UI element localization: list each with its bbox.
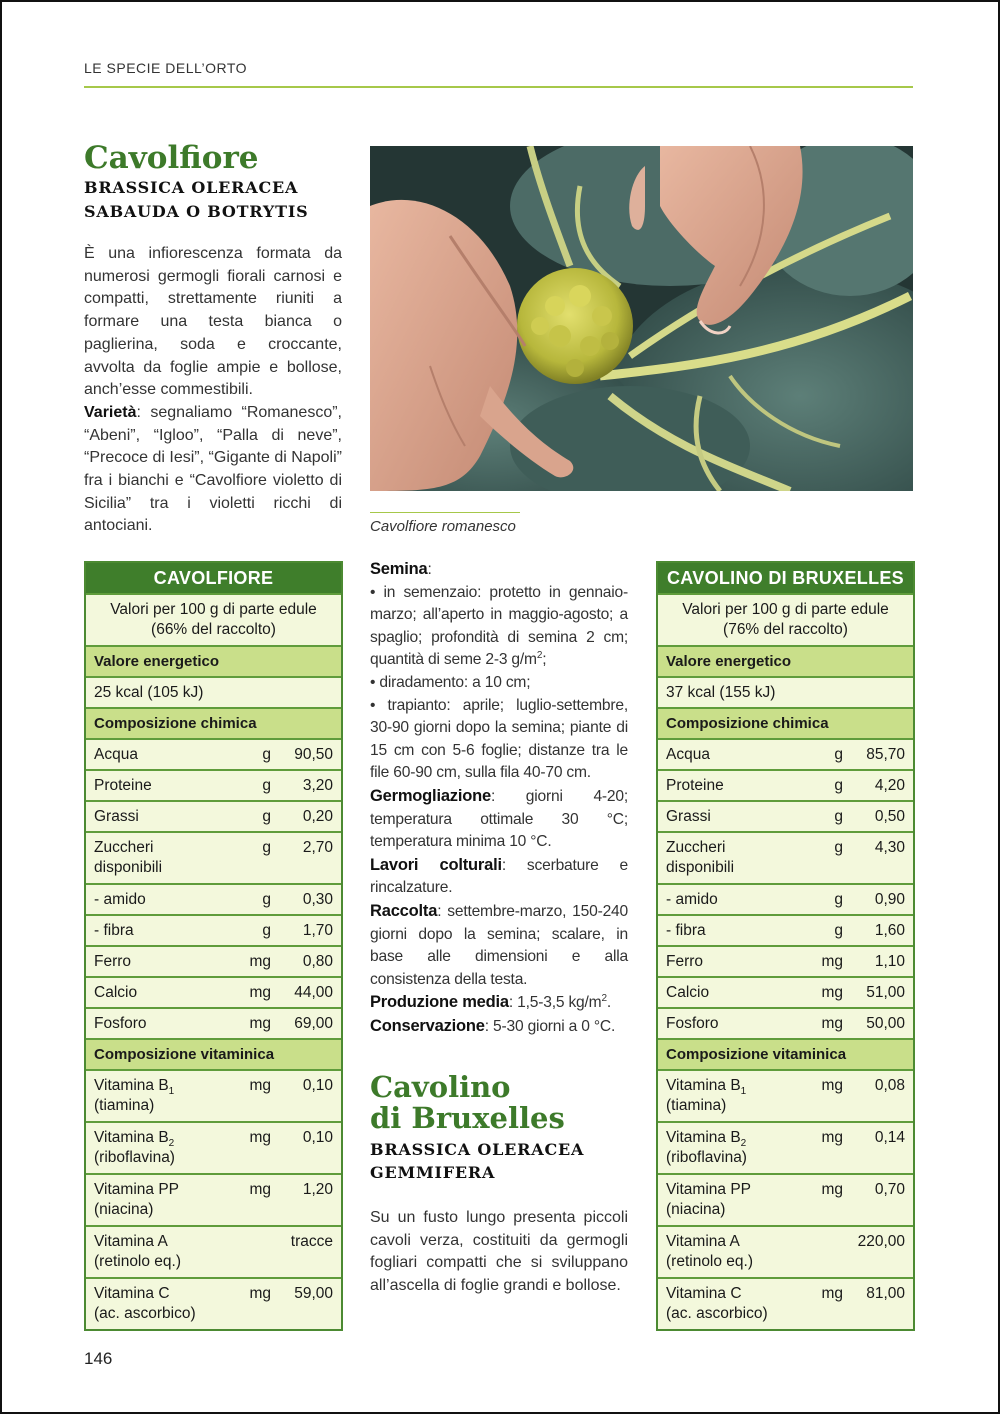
cavolfiore-intro: È una infiorescenza formata da numerosi germogli fiorali carnosi e compatti, strettamente riuniti a formare una testa bianca o paglierina, soda e croccante, avvolta da foglie ampie e bollose, anch’esse commestibili.: [84, 245, 342, 399]
lavori-label: Lavori colturali: [370, 855, 502, 874]
nutrient-unit: mg: [821, 953, 843, 970]
nutrient-name: [94, 1076, 235, 1116]
nutrient-name: [666, 1128, 807, 1168]
table-row: [658, 914, 913, 945]
nutrient-unit: mg: [249, 1129, 271, 1146]
cavolfiore-nutrition-table: [84, 561, 343, 1331]
nutrient-unit: mg: [249, 1285, 271, 1302]
nutrient-name: [666, 807, 807, 827]
nutrient-name-text: Vitamina A: [94, 1233, 168, 1250]
table-intro: [658, 593, 913, 645]
chem-rows: [658, 738, 913, 1038]
nutrient-name: [94, 1232, 235, 1272]
lavori-text: : scerbature e rincalzature.: [370, 856, 628, 897]
nutrient-name-text: Calcio: [666, 984, 710, 1001]
nutrient-name-line-2: disponibili: [94, 859, 163, 876]
germogliazione-paragraph: [370, 785, 628, 854]
nutrient-name: [94, 921, 235, 941]
table-title: CAVOLINO DI BRUXELLES: [658, 563, 913, 593]
nutrient-name-text: Grassi: [666, 808, 711, 825]
nutrient-unit: mg: [821, 984, 843, 1001]
table-intro: [86, 593, 341, 645]
nutrient-value: 4,30: [874, 839, 905, 856]
table-row: [658, 831, 913, 883]
nutrient-name: [666, 745, 807, 765]
nutrient-name-line-2: (riboflavina): [666, 1149, 747, 1166]
nutrient-value: 0,14: [874, 1129, 905, 1146]
nutrient-value: 1,10: [874, 953, 905, 970]
cavolino-nutrition-table: [656, 561, 915, 1331]
nutrient-value: 2,70: [302, 839, 333, 856]
nutrient-name: [94, 890, 235, 910]
semina-paragraph: [370, 558, 628, 582]
nutrient-name: [666, 838, 807, 878]
nutrient-name-text: Vitamina A: [666, 1233, 740, 1250]
nutrient-name-text: - fibra: [666, 922, 706, 939]
table-row: [658, 1277, 913, 1329]
table-row: [658, 1069, 913, 1121]
page-number: 146: [84, 1349, 113, 1368]
table-intro-line-2: (66% del raccolto): [151, 621, 276, 638]
nutrient-unit: g: [262, 839, 271, 856]
nutrient-name-line-2: disponibili: [666, 859, 735, 876]
nutrient-name-text: Vitamina B: [94, 1077, 169, 1094]
table-row: [86, 914, 341, 945]
nutrient-name-text: Fosforo: [666, 1015, 719, 1032]
nutrient-unit: mg: [249, 1181, 271, 1198]
nutrient-name-text: Vitamina PP: [94, 1181, 180, 1198]
nutrient-name-text: Fosforo: [94, 1015, 147, 1032]
raccolta-text: : settembre-marzo, 150-240 giorni dopo la semina; scalare, in base alle dimensioni e alla consistenza della testa.: [370, 902, 628, 988]
nutrient-name-text: Proteine: [666, 777, 724, 794]
cavolfiore-subtitle-line-2: SABAUDA O BOTRYTIS: [84, 202, 309, 221]
bullet-1-end: ;: [542, 651, 547, 669]
nutrient-value: 0,70: [874, 1181, 905, 1198]
nutrient-value: 50,00: [866, 1015, 905, 1032]
nutrient-unit: g: [262, 891, 271, 908]
varieta-label: Varietà: [84, 403, 137, 421]
nutrient-name-text: Vitamina C: [94, 1285, 170, 1302]
section-header-energy: Valore energetico: [658, 645, 913, 676]
section-header-energy: Valore energetico: [86, 645, 341, 676]
nutrient-name-text: - amido: [94, 891, 146, 908]
nutrient-name-line-2: (ac. ascorbico): [94, 1305, 196, 1322]
semina-bullet-1: [370, 582, 628, 672]
nutrient-name-line-2: (retinolo eq.): [94, 1253, 182, 1270]
nutrient-value: 44,00: [294, 984, 333, 1001]
table-intro-line-2: (76% del raccolto): [723, 621, 848, 638]
table-intro-line-1: Valori per 100 g di parte edule: [682, 601, 889, 618]
conservazione-text: : 5-30 giorni a 0 °C.: [484, 1017, 616, 1035]
chem-rows: [86, 738, 341, 1038]
nutrient-value: 1,60: [874, 922, 905, 939]
nutrient-subscript: 1: [168, 1086, 175, 1098]
cavolino-description: Su un fusto lungo presenta piccoli cavoli verza, costituiti da germogli fogliari compatti che si sviluppano all’ascella di foglie grandi e bollose.: [370, 1209, 628, 1294]
nutrient-subscript: 2: [740, 1138, 747, 1150]
section-header-chemistry: Composizione chimica: [658, 707, 913, 738]
table-row: [658, 800, 913, 831]
raccolta-paragraph: [370, 900, 628, 991]
vit-rows: [86, 1069, 341, 1329]
nutrient-name: [666, 921, 807, 941]
table-row: [658, 883, 913, 914]
nutrient-name-text: Vitamina C: [666, 1285, 742, 1302]
nutrient-unit: mg: [249, 1077, 271, 1094]
nutrient-value: 0,90: [874, 891, 905, 908]
section-header-vitamins: Composizione vitaminica: [86, 1038, 341, 1069]
nutrient-name-text: Ferro: [666, 953, 704, 970]
vit-rows: [658, 1069, 913, 1329]
nutrient-name-text: - amido: [666, 891, 718, 908]
nutrient-unit: g: [262, 746, 271, 763]
nutrient-name: [666, 1076, 807, 1116]
nutrient-name-line-2: (tiamina): [666, 1097, 727, 1114]
nutrient-name-text: Vitamina PP: [666, 1181, 752, 1198]
nutrient-value: 69,00: [294, 1015, 333, 1032]
nutrient-value: 0,30: [302, 891, 333, 908]
nutrient-value: 51,00: [866, 984, 905, 1001]
nutrient-unit: mg: [821, 1077, 843, 1094]
nutrient-value: 90,50: [294, 746, 333, 763]
varieta-text: : segnaliamo “Romanesco”, “Abeni”, “Igloo”, “Palla di neve”, “Precoce di Iesi”, “Gigante di Napoli” fra i bianchi e “Cavolfiore violetto di Sicilia” tra i violetti ricchi di antociani.: [84, 403, 342, 535]
nutrient-unit: g: [262, 808, 271, 825]
produzione-sup: 2: [601, 993, 607, 1005]
table-row: [658, 1173, 913, 1225]
nutrient-value: tracce: [290, 1233, 333, 1250]
nutrient-name-text: Acqua: [666, 746, 710, 763]
nutrient-unit: g: [834, 808, 843, 825]
caption-rule: [370, 512, 520, 513]
running-head: LE SPECIE DELL’ORTO: [84, 60, 248, 76]
nutrient-unit: g: [834, 922, 843, 939]
nutrient-name-text: Vitamina B: [666, 1129, 741, 1146]
cavolfiore-varieta: [84, 402, 342, 538]
nutrient-name-text: Zuccheri: [666, 839, 726, 856]
nutrient-value: 1,20: [302, 1181, 333, 1198]
nutrient-name: [94, 807, 235, 827]
nutrient-name-text: Calcio: [94, 984, 138, 1001]
cavolino-title-line-1: Cavolino: [370, 1070, 511, 1104]
cavolfiore-cultivation-text: [370, 558, 628, 1038]
nutrient-unit: mg: [821, 1015, 843, 1032]
nutrient-name-line-2: (niacina): [94, 1201, 154, 1218]
bullet-1-text: • in semenzaio: protetto in gennaio-marzo; all’aperto in maggio-agosto; a spaglio; profondità di semina 2 cm; quantità di seme 2-3 g/m: [370, 583, 628, 669]
nutrient-name-text: - fibra: [94, 922, 134, 939]
nutrient-name: [94, 1180, 235, 1220]
nutrient-unit: mg: [249, 984, 271, 1001]
nutrient-unit: mg: [249, 953, 271, 970]
table-title: CAVOLFIORE: [86, 563, 341, 593]
nutrient-subscript: 2: [168, 1138, 175, 1150]
nutrient-name-line-2: (tiamina): [94, 1097, 155, 1114]
nutrient-value: 0,10: [302, 1129, 333, 1146]
section-header-vitamins: Composizione vitaminica: [658, 1038, 913, 1069]
cavolfiore-description: [84, 243, 342, 538]
nutrient-name-text: Zuccheri: [94, 839, 154, 856]
cavolino-title-line-2: di Bruxelles: [370, 1101, 565, 1135]
nutrient-name: [94, 1284, 235, 1324]
nutrient-name-text: Acqua: [94, 746, 138, 763]
nutrient-name: [94, 1128, 235, 1168]
nutrient-name: [666, 890, 807, 910]
nutrient-unit: g: [834, 746, 843, 763]
romanesco-photo: [370, 146, 913, 491]
table-row: [86, 831, 341, 883]
table-intro-line-1: Valori per 100 g di parte edule: [110, 601, 317, 618]
produzione-end: .: [606, 994, 611, 1012]
cavolfiore-subtitle: [84, 176, 308, 224]
nutrient-name-text: Proteine: [94, 777, 152, 794]
nutrient-name: [666, 1232, 807, 1272]
header-rule: [84, 86, 913, 88]
nutrient-value: 0,50: [874, 808, 905, 825]
nutrient-name: [666, 1180, 807, 1220]
nutrient-unit: g: [834, 839, 843, 856]
nutrient-unit: g: [834, 777, 843, 794]
table-row: [86, 1173, 341, 1225]
nutrient-subscript: 1: [740, 1086, 747, 1098]
produzione-paragraph: [370, 991, 628, 1015]
nutrient-name-line-2: (niacina): [666, 1201, 726, 1218]
table-row: [86, 800, 341, 831]
nutrient-value: 0,10: [302, 1077, 333, 1094]
table-row: [658, 1007, 913, 1038]
nutrient-name-text: Grassi: [94, 808, 139, 825]
nutrient-value: 85,70: [866, 746, 905, 763]
nutrient-unit: mg: [821, 1285, 843, 1302]
nutrient-name: [666, 952, 807, 972]
raccolta-label: Raccolta: [370, 901, 438, 920]
nutrient-name-text: Vitamina B: [666, 1077, 741, 1094]
nutrient-name-line-2: (retinolo eq.): [666, 1253, 754, 1270]
table-row: [86, 1121, 341, 1173]
semina-bullet-2: • diradamento: a 10 cm;: [370, 673, 531, 691]
semina-text: :: [427, 561, 432, 578]
table-row: [658, 1121, 913, 1173]
table-row: [658, 769, 913, 800]
table-row: [86, 1277, 341, 1329]
nutrient-unit: g: [834, 891, 843, 908]
nutrient-value: 59,00: [294, 1285, 333, 1302]
nutrient-name: [94, 776, 235, 796]
semina-bullet-3: • trapianto: aprile; luglio-settembre, 30-90 giorni dopo la semina; piante di 15 cm con 5-6 foglie; distanze tra le file 60-90 cm, sulla fila 40-70 cm.: [370, 696, 628, 782]
bullet-1-sup: 2: [536, 650, 543, 662]
nutrient-name: [666, 1014, 807, 1034]
table-row: [658, 1225, 913, 1277]
table-row: [86, 1069, 341, 1121]
nutrient-name: [666, 776, 807, 796]
nutrient-value: 0,80: [302, 953, 333, 970]
nutrient-name: [666, 1284, 807, 1324]
nutrient-value: 220,00: [857, 1233, 905, 1250]
nutrient-name: [666, 983, 807, 1003]
cavolino-title: [370, 1072, 565, 1134]
nutrient-unit: g: [262, 777, 271, 794]
cavolfiore-title: Cavolfiore: [84, 140, 259, 176]
cavolino-subtitle-line-1: BRASSICA OLERACEA: [370, 1140, 585, 1159]
nutrient-unit: mg: [821, 1181, 843, 1198]
nutrient-value: 3,20: [302, 777, 333, 794]
nutrient-unit: g: [262, 922, 271, 939]
cavolino-subtitle: [370, 1138, 584, 1184]
germogliazione-text: : giorni 4-20; temperatura ottimale 30 °C; temperatura minima 10 °C.: [370, 787, 628, 851]
table-row: [86, 769, 341, 800]
nutrient-name: [94, 838, 235, 878]
nutrient-value: 0,08: [874, 1077, 905, 1094]
table-row: [86, 738, 341, 769]
nutrient-value: 81,00: [866, 1285, 905, 1302]
photo-caption: Cavolfiore romanesco: [370, 518, 516, 535]
romanesco-illustration: [370, 146, 913, 491]
table-row: [86, 1007, 341, 1038]
nutrient-name: [94, 745, 235, 765]
energy-value: 25 kcal (105 kJ): [86, 676, 341, 707]
nutrient-name: [94, 983, 235, 1003]
table-row: [86, 976, 341, 1007]
section-header-chemistry: Composizione chimica: [86, 707, 341, 738]
table-row: [86, 945, 341, 976]
nutrient-unit: mg: [249, 1015, 271, 1032]
lavori-paragraph: [370, 854, 628, 900]
nutrient-name-text: Vitamina B: [94, 1129, 169, 1146]
nutrient-value: 1,70: [302, 922, 333, 939]
table-row: [658, 976, 913, 1007]
semina-label: Semina: [370, 560, 428, 578]
table-row: [86, 1225, 341, 1277]
nutrient-name: [94, 1014, 235, 1034]
table-row: [86, 883, 341, 914]
cavolino-subtitle-line-2: GEMMIFERA: [370, 1163, 496, 1182]
germogliazione-label: Germogliazione: [370, 786, 491, 805]
table-row: [658, 945, 913, 976]
table-row: [658, 738, 913, 769]
nutrient-name-text: Ferro: [94, 953, 132, 970]
conservazione-label: Conservazione: [370, 1016, 485, 1035]
conservazione-paragraph: [370, 1015, 628, 1039]
nutrient-unit: mg: [821, 1129, 843, 1146]
cavolfiore-subtitle-line-1: BRASSICA OLERACEA: [84, 178, 299, 197]
nutrient-value: 4,20: [874, 777, 905, 794]
produzione-text: : 1,5-3,5 kg/m: [508, 994, 602, 1012]
energy-value: 37 kcal (155 kJ): [658, 676, 913, 707]
nutrient-name-line-2: (riboflavina): [94, 1149, 175, 1166]
nutrient-value: 0,20: [302, 808, 333, 825]
produzione-label: Produzione media: [370, 993, 509, 1012]
nutrient-name: [94, 952, 235, 972]
nutrient-name-line-2: (ac. ascorbico): [666, 1305, 768, 1322]
